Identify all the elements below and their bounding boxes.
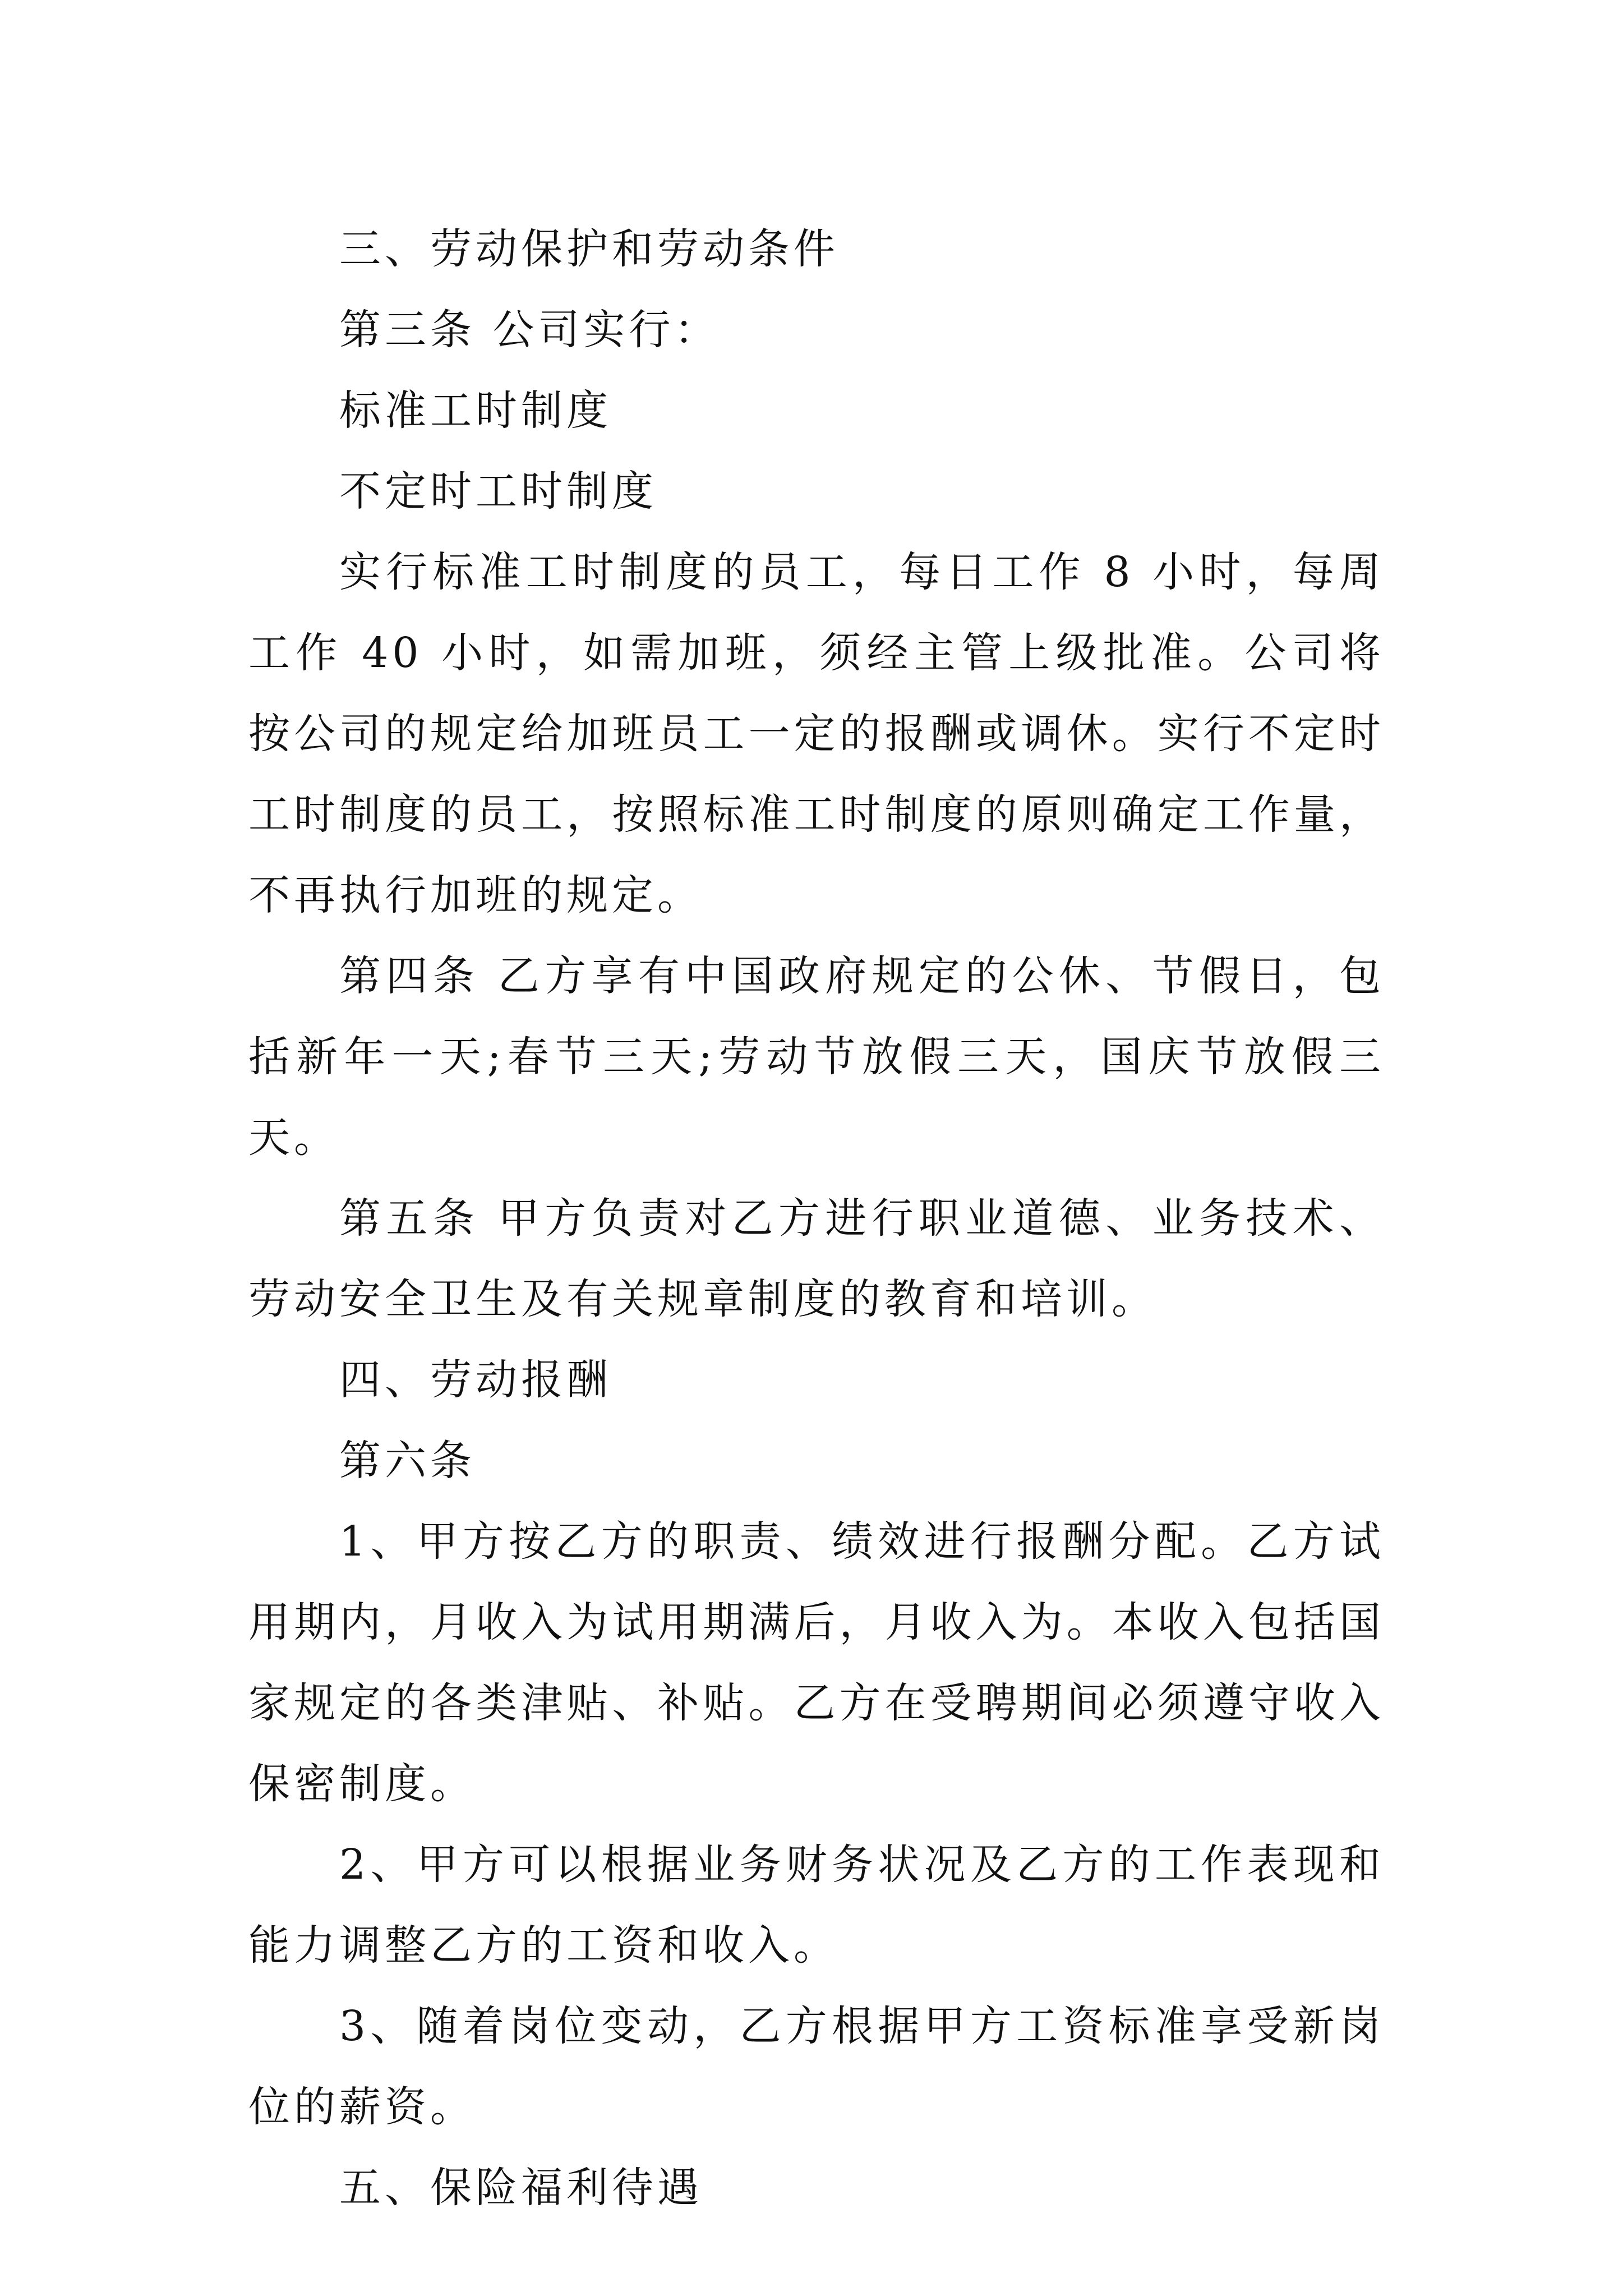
- article-6-clause-3: 3、随着岗位变动，乙方根据甲方工资标准享受新岗位的薪资。: [248, 2002, 1385, 2131]
- section-heading-3: 三、劳动保护和劳动条件: [339, 225, 839, 273]
- option-standard-hours: 标准工时制度: [339, 386, 612, 435]
- working-hours-paragraph: 实行标准工时制度的员工，每日工作 8 小时，每周工作 40 小时，如需加班，须经主管上级批准。公司将按公司的规定给加班员工一定的报酬或调休。实行不定时工时制度的员工，按照标准工时制度的原则确定工作量，不再执行加班的规定。: [248, 548, 1385, 919]
- article-3-heading: 第三条 公司实行：: [339, 306, 720, 354]
- option-flexible-hours: 不定时工时制度: [339, 467, 657, 516]
- article-4-paragraph: 第四条 乙方享有中国政府规定的公休、节假日，包括新年一天;春节三天;劳动节放假三天，国庆节放假三天。: [248, 952, 1385, 1162]
- article-6-heading: 第六条: [339, 1437, 476, 1485]
- article-5-paragraph: 第五条 甲方负责对乙方进行职业道德、业务技术、劳动安全卫生及有关规章制度的教育和培训。: [248, 1194, 1385, 1323]
- section-heading-5: 五、保险福利待遇: [339, 2164, 703, 2212]
- article-6-clause-1: 1、甲方按乙方的职责、绩效进行报酬分配。乙方试用期内，月收入为试用期满后，月收入为。本收入包括国家规定的各类津贴、补贴。乙方在受聘期间必须遵守收入保密制度。: [248, 1517, 1385, 1808]
- article-6-clause-2: 2、甲方可以根据业务财务状况及乙方的工作表现和能力调整乙方的工资和收入。: [248, 1841, 1385, 1970]
- section-heading-4: 四、劳动报酬: [339, 1356, 612, 1404]
- document-body: [248, 209, 1385, 2228]
